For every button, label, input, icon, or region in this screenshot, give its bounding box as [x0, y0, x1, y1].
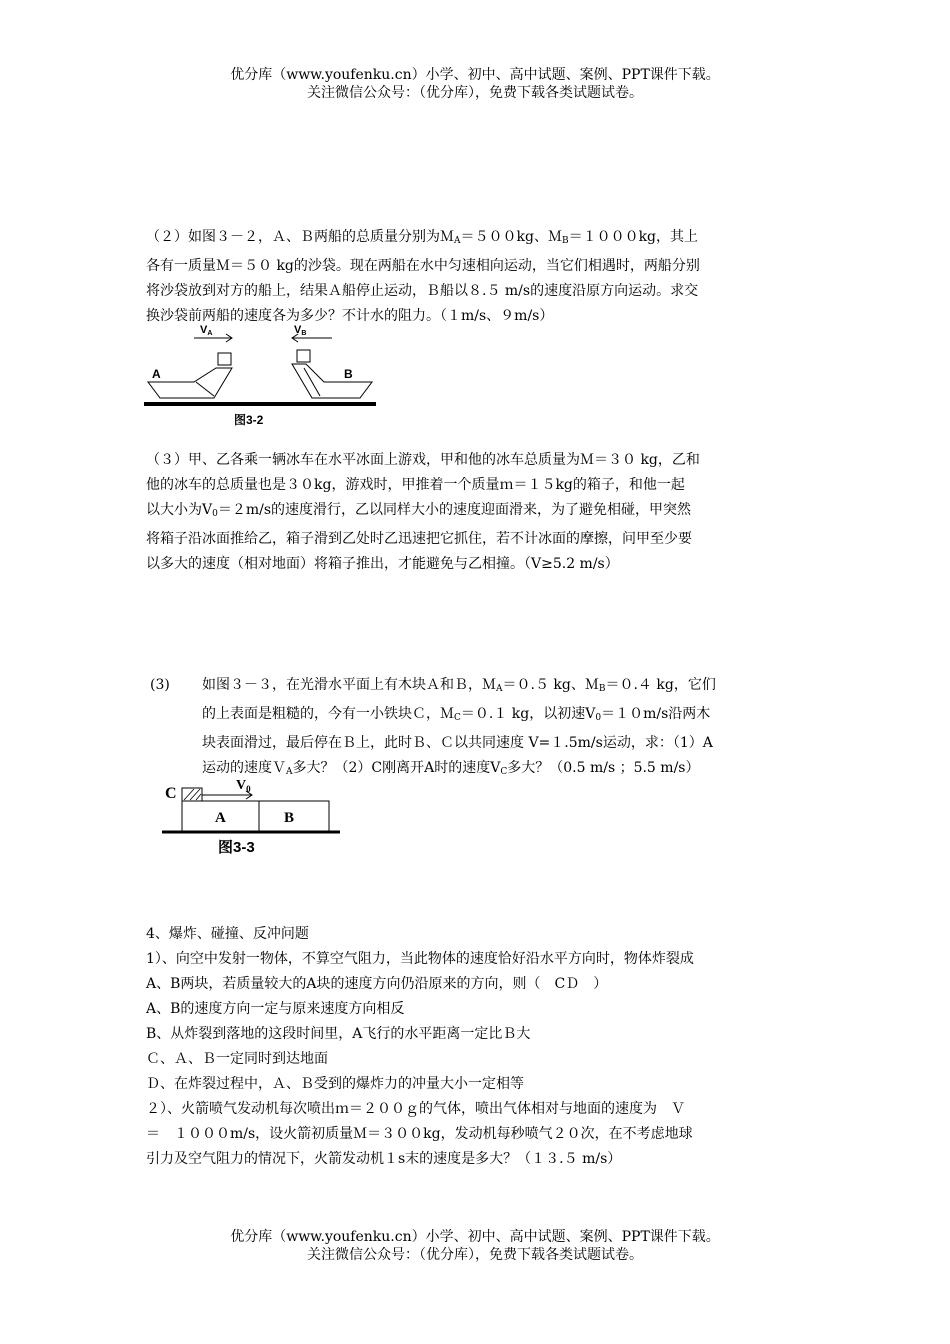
- question-3b-number: (3): [150, 677, 170, 693]
- velocity-a-label: VA: [200, 324, 213, 337]
- footer-line-2: 关注微信公众号：（优分库），免费下载各类试题试卷。: [307, 1247, 643, 1263]
- question-3a-line-2: 他的冰车的总质量也是３０kg，游戏时，甲推着一个质量ｍ＝１５kg的箱子，和他一起: [146, 477, 685, 493]
- section-4-q2-line-1: ２）、火箭喷气发动机每次喷出ｍ＝２００ｇ的气体，喷出气体相对与地面的速度为 Ｖ: [146, 1101, 685, 1117]
- option-c: Ｃ、Ａ、Ｂ一定同时到达地面: [146, 1051, 328, 1067]
- footer-line-1: 优分库（www.youfenku.cn）小学、初中、高中试题、案例、PPT课件下载。: [230, 1229, 720, 1245]
- figure-3-3-caption: 图3-3: [218, 839, 255, 856]
- question-3a-line-4: 将箱子沿冰面推给乙，箱子滑到乙处时乙迅速把它抓住，若不计冰面的摩擦，问甲至少要: [146, 531, 692, 547]
- question-2-line-1: （２）如图３－２，Ａ、Ｂ两船的总质量分别为Ｍ$_A$＝５００kg、Ｍ$_B$＝１０００kg，其上: [146, 229, 699, 246]
- question-2-line-3: 将沙袋放到对方的船上，结果Ａ船停止运动，Ｂ船以８.５ m/s的速度沿原方向运动。求交: [146, 283, 699, 299]
- section-4-q2-line-2: ＝ １０００m/s，设火箭初质量Ｍ＝３００kg，发动机每秒喷气２０次，在不考虑地球: [146, 1126, 693, 1142]
- section-4-q1-line-1: 1）、向空中发射一物体，不算空气阻力，当此物体的速度恰好沿水平方向时，物体炸裂成: [146, 951, 694, 967]
- question-3a-line-3: 以大小为$V_0=2m/s$的速度滑行，乙以同样大小的速度迎面滑来，为了避免相碰，甲突然: [146, 502, 692, 519]
- question-3b-line-4: 运动的速度Ｖ$_A$多大？（2）C刚离开A时的速度$V_C$多大？（0.5 m/s ；5.5 m/s）: [202, 760, 700, 777]
- section-4: [146, 922, 810, 1172]
- sandbag-b: [297, 350, 310, 362]
- header-line-1: 优分库（www.youfenku.cn）小学、初中、高中试题、案例、PPT课件下载。: [230, 67, 720, 83]
- page-header: [0, 66, 950, 102]
- option-b: B、从炸裂到落地的这段时间里，A飞行的水平距离一定比Ｂ大: [146, 1026, 531, 1042]
- question-3b-line-2: 的上表面是粗糙的，今有一小铁块Ｃ，Ｍ$_C$＝０.１ kg，以初速$V_0=10m/s$沿两木: [202, 706, 711, 723]
- question-3a-line-5: 以多大的速度（相对地面）将箱子推出，才能避免与乙相撞。（V≥5.2 m/s）: [146, 556, 619, 572]
- boat-a-label: A: [152, 367, 161, 381]
- section-4-q1-line-2: A、B两块，若质量较大的A块的速度方向仍沿原来的方向，则（ CＤ ）: [146, 976, 608, 992]
- figure-3-2: [140, 318, 380, 430]
- velocity-b-label: VB: [294, 324, 307, 337]
- question-3-ice-cart: [146, 448, 810, 577]
- block-c-label: C: [165, 785, 177, 802]
- figure-3-3: [160, 770, 350, 860]
- initial-velocity-label: $V_0$: [236, 778, 251, 794]
- question-3b-line-3: 块表面滑过，最后停在Ｂ上，此时Ｂ、Ｃ以共同速度 V=１.5m/s运动，求：（1）A: [202, 735, 713, 751]
- boat-b: [292, 364, 372, 398]
- question-3b-line-1: 如图３－３，在光滑水平面上有木块Ａ和Ｂ，Ｍ$_A$＝０.５ kg、Ｍ$_B$＝０.４ kg，它们: [202, 677, 716, 694]
- boat-b-label: B: [344, 367, 353, 381]
- section-4-title: 4、爆炸、碰撞、反冲问题: [146, 926, 309, 942]
- question-2-line-2: 各有一质量Ｍ＝５０ kg的沙袋。现在两船在水中匀速相向运动，当它们相遇时，两船分别: [146, 258, 700, 274]
- question-2: [146, 225, 810, 329]
- option-a: A、B的速度方向一定与原来速度方向相反: [146, 1001, 405, 1017]
- question-3a-line-1: （３）甲、乙各乘一辆冰车在水平冰面上游戏，甲和他的冰车总质量为Ｍ＝３０ kg，乙和: [146, 452, 700, 468]
- block-b-label: B: [284, 810, 295, 826]
- section-4-q2-line-3: 引力及空气阻力的情况下，火箭发动机１s末的速度是多大？（１３.５ m/s）: [146, 1151, 622, 1167]
- block-a-label: A: [215, 810, 226, 826]
- figure-3-2-caption: 图3-2: [234, 413, 264, 427]
- header-line-2: 关注微信公众号：（优分库），免费下载各类试题试卷。: [307, 85, 643, 101]
- sandbag-a: [218, 353, 231, 365]
- page-footer: [0, 1228, 950, 1264]
- option-d: Ｄ、在炸裂过程中，Ａ、Ｂ受到的爆炸力的冲量大小一定相等: [146, 1076, 524, 1092]
- question-2-line-4: 换沙袋前两船的速度各为多少？不计水的阻力。（１m/s、９m/s）: [146, 308, 554, 324]
